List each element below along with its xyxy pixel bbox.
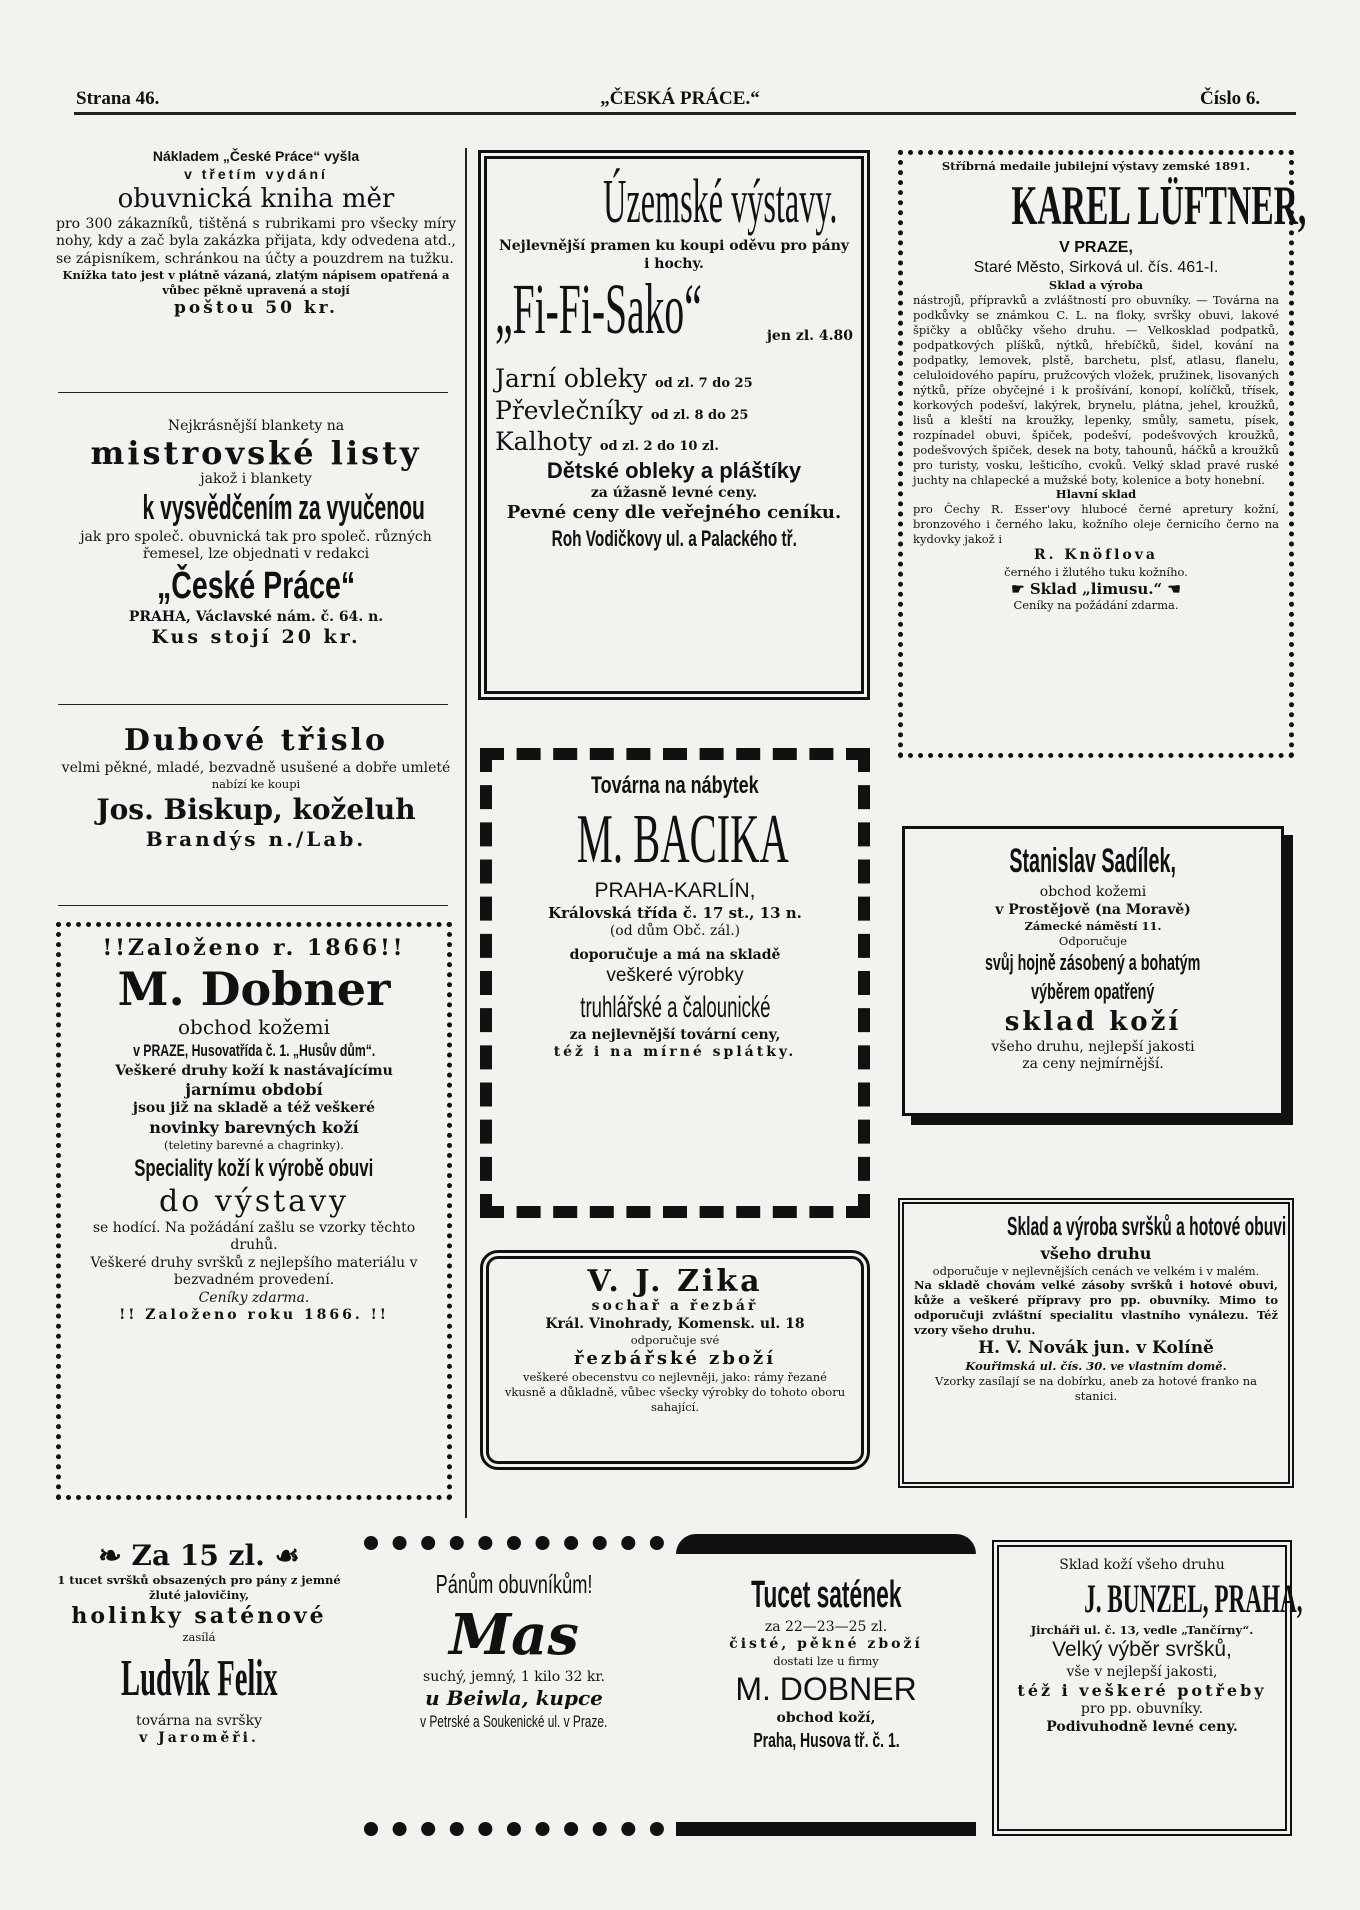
ad-address: Král. Vinohrady, Komensk. ul. 18 (545, 1315, 805, 1332)
ad-address: v Petrské a Soukenické ul. v Praze. (420, 1712, 608, 1732)
price-row (495, 426, 853, 457)
ad-j-bunzel (992, 1540, 1303, 1836)
ad-name: Jos. Biskup, koželuh (96, 792, 416, 826)
issue-number: Číslo 6. (1200, 88, 1261, 109)
ad-address: PRAHA, Václavské nám. č. 64. n. (128, 608, 384, 625)
ad-title: mistrovské listy (90, 433, 422, 472)
ad-dubove-trislo (56, 722, 456, 902)
ad-line: za úžasně levné ceny. (590, 484, 758, 501)
ad-h-v-novak (898, 1198, 1294, 1488)
item-price: od zl. 7 do 25 (655, 376, 753, 392)
item: Kalhoty (495, 426, 592, 456)
ad-line: řezbářské zboží (573, 1347, 777, 1369)
ad-line: Nákladem „České Práce“ vyšla (152, 148, 360, 164)
ad-line: Továrna na nábytek (591, 772, 759, 799)
ad-line: všeho druhu, nejlepší jakosti (991, 1038, 1195, 1055)
ad-line: též i veškeré potřeby (1017, 1681, 1267, 1701)
divider (58, 905, 448, 906)
ad-bottom: !! Založeno roku 1866. !! (119, 1307, 389, 1324)
ad-address: Kouřimská ul. čís. 30. ve vlastním domě. (965, 1359, 1227, 1374)
price-row (495, 395, 853, 426)
ad-mas (364, 1536, 664, 1836)
ad-name: M. BACIKA (576, 801, 789, 878)
ad-line: pro pp. obuvníky. (1080, 1701, 1204, 1718)
ad-name: H. V. Novák jun. v Kolíně (978, 1338, 1214, 1359)
ad-stanislav-sadilek (902, 826, 1284, 1116)
divider (58, 392, 448, 393)
ad-line: vše v nejlepší jakosti, (1066, 1663, 1218, 1680)
ad-tucet-satenek (676, 1534, 976, 1836)
ad-line: Vzorky zasílají se na dobírku, aneb za hotové franko na stanici. (935, 1374, 1257, 1404)
ad-line: Odporučuje (1058, 934, 1128, 949)
ad-line: nabízí ke koupi (211, 777, 301, 791)
ad-line: holinky saténové (71, 1602, 327, 1629)
ad-line: u Beiwla, kupce (425, 1686, 603, 1711)
ad-line: obchod kožemi (177, 1015, 331, 1040)
ad-line: obchod koží, (776, 1710, 876, 1727)
ad-address: Královská třída č. 17 st., 13 n. (548, 904, 802, 923)
ad-line: jsou již na skladě a též veškeré (132, 1100, 376, 1117)
ad-name: V. J. Zika (587, 1264, 763, 1299)
ad-line: svůj hojně zásobený a bohatým (985, 950, 1201, 976)
ad-title: obuvnická kniha měr (117, 184, 395, 214)
ad-title: Mas (449, 1601, 579, 1668)
ad-line: Veškeré druhy svršků z nejlepšího materiálu v bezvadném provedení. (90, 1254, 418, 1289)
ad-line: novinky barevných koží (149, 1117, 359, 1137)
ad-name: Stanislav Sadílek, (1009, 842, 1177, 880)
ad-city: v Prostějově (na Moravě) (995, 901, 1191, 918)
ad-line: Sklad koží všeho druhu (1059, 1557, 1225, 1573)
ad-name: M. DOBNER (735, 1670, 917, 1707)
ad-line: doporučuje a má na skladě (569, 946, 781, 963)
ad-city: PRAHA-KARLÍN, (594, 879, 756, 902)
pointing-hand-icon: ☚ (1162, 579, 1181, 598)
ad-m-bacika (480, 748, 870, 1218)
ad-fi-fi-sako (478, 150, 870, 700)
ad-line: zasílá (182, 1630, 216, 1645)
ad-body: veškeré obecenstvu co nejlevněji, jako: rámy řezané vkusně a důkladně, vůbec všecky výrobky do tohoto oboru sahající. (504, 1370, 846, 1415)
ad-line: Ceníky zdarma. (198, 1289, 310, 1306)
ad-name: KAREL LÜFTNER, (1011, 174, 1307, 237)
ad-line: Nejkrásnější blankety na (167, 418, 345, 434)
ad-obuvnicka-kniha (56, 148, 456, 388)
ad-body: velmi pěkné, mladé, bezvadně usušené a dobře umleté (61, 759, 451, 776)
ad-line: se hodící. Na požádání zašlu se vzorky těchto druhů. (92, 1219, 416, 1254)
ad-line: veškeré výrobky (606, 965, 744, 986)
ad-body: pro Čechy R. Esser'ovy hlubocé černé apretury kožní, bronzového i černého laku, kožního oleje černicího černo na kydovky jakož i (913, 502, 1279, 547)
ad-price: Kus stojí 20 kr. (151, 626, 361, 649)
ad-body: jak pro společ. obuvnická tak pro společ. různých řemesel, lze objednati v redakci (80, 528, 432, 563)
ad-address: Roh Vodičkovy ul. a Palackého tř. (551, 525, 797, 551)
ad-body: pro 300 zákazníků, tištěná s rubrikami pro všecky míry nohy, kdy a zač byla zakázka přijata, kdy odvedena atd., se zápisníkem, schránkou na účty a pouzdrem na tužku. (56, 215, 456, 267)
page-number: Strana 46. (76, 88, 160, 109)
ad-line: jakož i blankety (200, 470, 312, 487)
ad-m-dobner (56, 922, 452, 1500)
ad-price: poštou 50 kr. (174, 297, 338, 318)
ad-line: (teletiny barevné a chagrinky). (164, 1137, 344, 1152)
divider (58, 704, 448, 705)
ad-line: odporučuje své (630, 1333, 720, 1347)
item: Jarní obleky (495, 364, 648, 394)
ad-line: ☛ Sklad „limusu.“ ☚ (1011, 579, 1181, 598)
ad-top: Stříbrná medaile jubilejní výstavy zemské 1891. (941, 159, 1251, 173)
ad-line: Hlavní sklad (1055, 487, 1137, 502)
ad-line: obchod kožemi (1039, 884, 1147, 901)
ad-line: Pevné ceny dle veřejného ceníku. (506, 502, 842, 524)
ad-name: Ludvík Felix (120, 1650, 278, 1708)
ad-name: M. Dobner (117, 961, 391, 1016)
header-rule (74, 112, 1296, 115)
price-row (495, 363, 853, 394)
ad-line: Speciality koží k výrobě obuvi (134, 1154, 374, 1182)
ad-address: v PRAZE, Husovatřída č. 1. „Husův dům“. (132, 1041, 376, 1061)
item-price: od zl. 2 do 10 zl. (599, 438, 719, 454)
ad-title-2: k vysvědčením za vyučenou (142, 489, 425, 528)
ad-line: Pánům obuvníkům! (435, 1569, 593, 1599)
ad-line: jarnímu období (185, 1080, 323, 1100)
ad-line: (od dům Obč. zál.) (609, 923, 741, 939)
ad-brand: „Fi-Fi-Sako“ (495, 269, 702, 350)
item-price: od zl. 8 do 25 (650, 407, 749, 423)
ad-city: V PRAZE, (1059, 239, 1133, 257)
ad-line: suchý, jemný, 1 kilo 32 kr. (423, 1668, 605, 1685)
ad-v-j-zika (480, 1250, 870, 1470)
newspaper-title: „ČESKÁ PRÁCE.“ (600, 88, 760, 109)
ad-address: Praha, Husova tř. č. 1. (752, 1729, 900, 1752)
ad-line: sochař a řezbář (591, 1298, 759, 1314)
ad-line: černého i žlutého tuku kožního. (1004, 564, 1188, 579)
ad-address: Staré Město, Sirková ul. čís. 461-I. (973, 259, 1219, 277)
ad-line: výběrem opatřený (1031, 978, 1155, 1004)
ad-body: nástrojů, přípravků a zvláštností pro obuvníky. — Továrna na podkůvky se známkou C. L. na floky, svršky obuvi, lakové špičky a oblůčky všeho druhu. — Velkosklad podpatků, podpatkových plíšků, nýtků, hřebíčků, šidel, kování na podpatky, lemovek, plstě, barchetu, plsť, atlasu, flanelu, celuloidového papíru, pružcových vložek, pružinek, lisovaných nýtků, příze obyčejné i k prošívání, konopí, kolíčků, třísek, korkových podešví, lakýrek, brynelu, plátna, jehel, kroužků, lisů a kleští na kroužky, lepenky, smůly, sametu, písek, rozpínadel obuvi, špiček, podešví, podešvových kroužků, podešvových špiček, desek na boty, tahounů, háčků a kroužků pro turisty, vosku, lešticího, cvoků. Velký sklad pravé ruské juchty na chlapecké a mužské boty, kolenice a boty honební. (913, 293, 1279, 487)
ad-address: Jircháři ul. č. 13, vedle „Tančírny“. (1030, 1622, 1254, 1637)
ad-body: Na skladě chovám velké zásoby svršků i hotové obuvi, kůže a veškeré přípravy pro pp. obuvníky. Mimo to odporučuji zvláštní specialitu vlastního vynálezu. Též vzory všeho druhu. (914, 1278, 1278, 1338)
ad-line: odporučuje v nejlevnějších cenách ve velkém i v malém. (932, 1263, 1260, 1278)
ad-ludvik-felix: ❧ Za 15 zl. ☙ 1 tucet svršků obsazených pro pány z jemné žluté jalovičiny, holinky saténové zasílá Ludvík Felix továrna na svršky v Jaroměři. (44, 1538, 354, 1838)
ad-line: za nejlevnější tovární ceny, (569, 1026, 781, 1043)
ad-place: Brandýs n./Lab. (145, 826, 367, 851)
ad-line: v třetím vydání (184, 165, 328, 182)
ad-line: Veškeré druhy koží k nastávajícímu (115, 1062, 393, 1079)
ad-note: Knížka tato jest v plátně vázaná, zlatým nápisem opatřená a vůbec pěkně upravená a stojí (62, 268, 450, 297)
ad-line: továrna na svršky (136, 1712, 262, 1729)
ad-top: !!Založeno r. 1866!! (102, 935, 406, 961)
ad-line: 1 tucet svršků obsazených pro pány z jemné žluté jalovičiny, (57, 1573, 341, 1602)
item: Převlečníky (495, 395, 643, 425)
ad-line: Dětské obleky a pláštíky (546, 458, 802, 484)
ad-line: Ceníky na požádání zdarma. (1013, 598, 1179, 613)
ad-line: sklad koží (1004, 1007, 1182, 1038)
ad-address: Zámecké náměstí 11. (1024, 919, 1162, 934)
ad-brand-price: jen zl. 4.80 (766, 328, 853, 345)
ornament-icon: ☙ (264, 1539, 300, 1572)
ad-line: za 22—23—25 zl. (764, 1618, 888, 1635)
ad-name: J. BUNZEL, PRAHA, (1084, 1575, 1303, 1621)
ad-line: Sklad a výroba (1048, 278, 1144, 293)
ad-title: Dubové třislo (123, 723, 389, 758)
ad-line: za ceny nejmírnější. (1022, 1056, 1164, 1073)
ad-title: Tucet satének (750, 1574, 902, 1616)
ad-publisher: „České Práce“ (156, 564, 356, 607)
ad-line: dostati lze u firmy (773, 1653, 879, 1668)
column-divider (465, 148, 467, 1518)
ad-title: Územské výstavy. (603, 168, 838, 236)
ad-line: všeho druhu (1040, 1243, 1152, 1263)
ad-name-2: R. Knöflova (1034, 547, 1158, 564)
ad-line: čisté, pěkné zboží (729, 1636, 923, 1653)
ad-line: v Jaroměři. (139, 1730, 259, 1747)
ad-mistrovske-listy (56, 418, 456, 698)
ornament-icon: ❧ (98, 1539, 132, 1572)
ad-line: Velký výběr svršků, (1052, 1638, 1232, 1662)
ad-karel-luftner (898, 150, 1307, 758)
ad-line: truhlářské a čalounické (579, 990, 771, 1024)
pointing-hand-icon: ☛ (1011, 579, 1030, 598)
ad-line: též i na mírné splátky. (553, 1044, 797, 1061)
ad-line: Nejlevnější pramen ku koupi oděvu pro pány i hochy. (498, 238, 850, 272)
ad-title: Sklad a výroba svršků a hotové obuvi (1007, 1211, 1287, 1241)
ad-line: do výstavy (159, 1183, 349, 1219)
ad-line: Podivuhodně levné ceny. (1046, 1718, 1238, 1735)
